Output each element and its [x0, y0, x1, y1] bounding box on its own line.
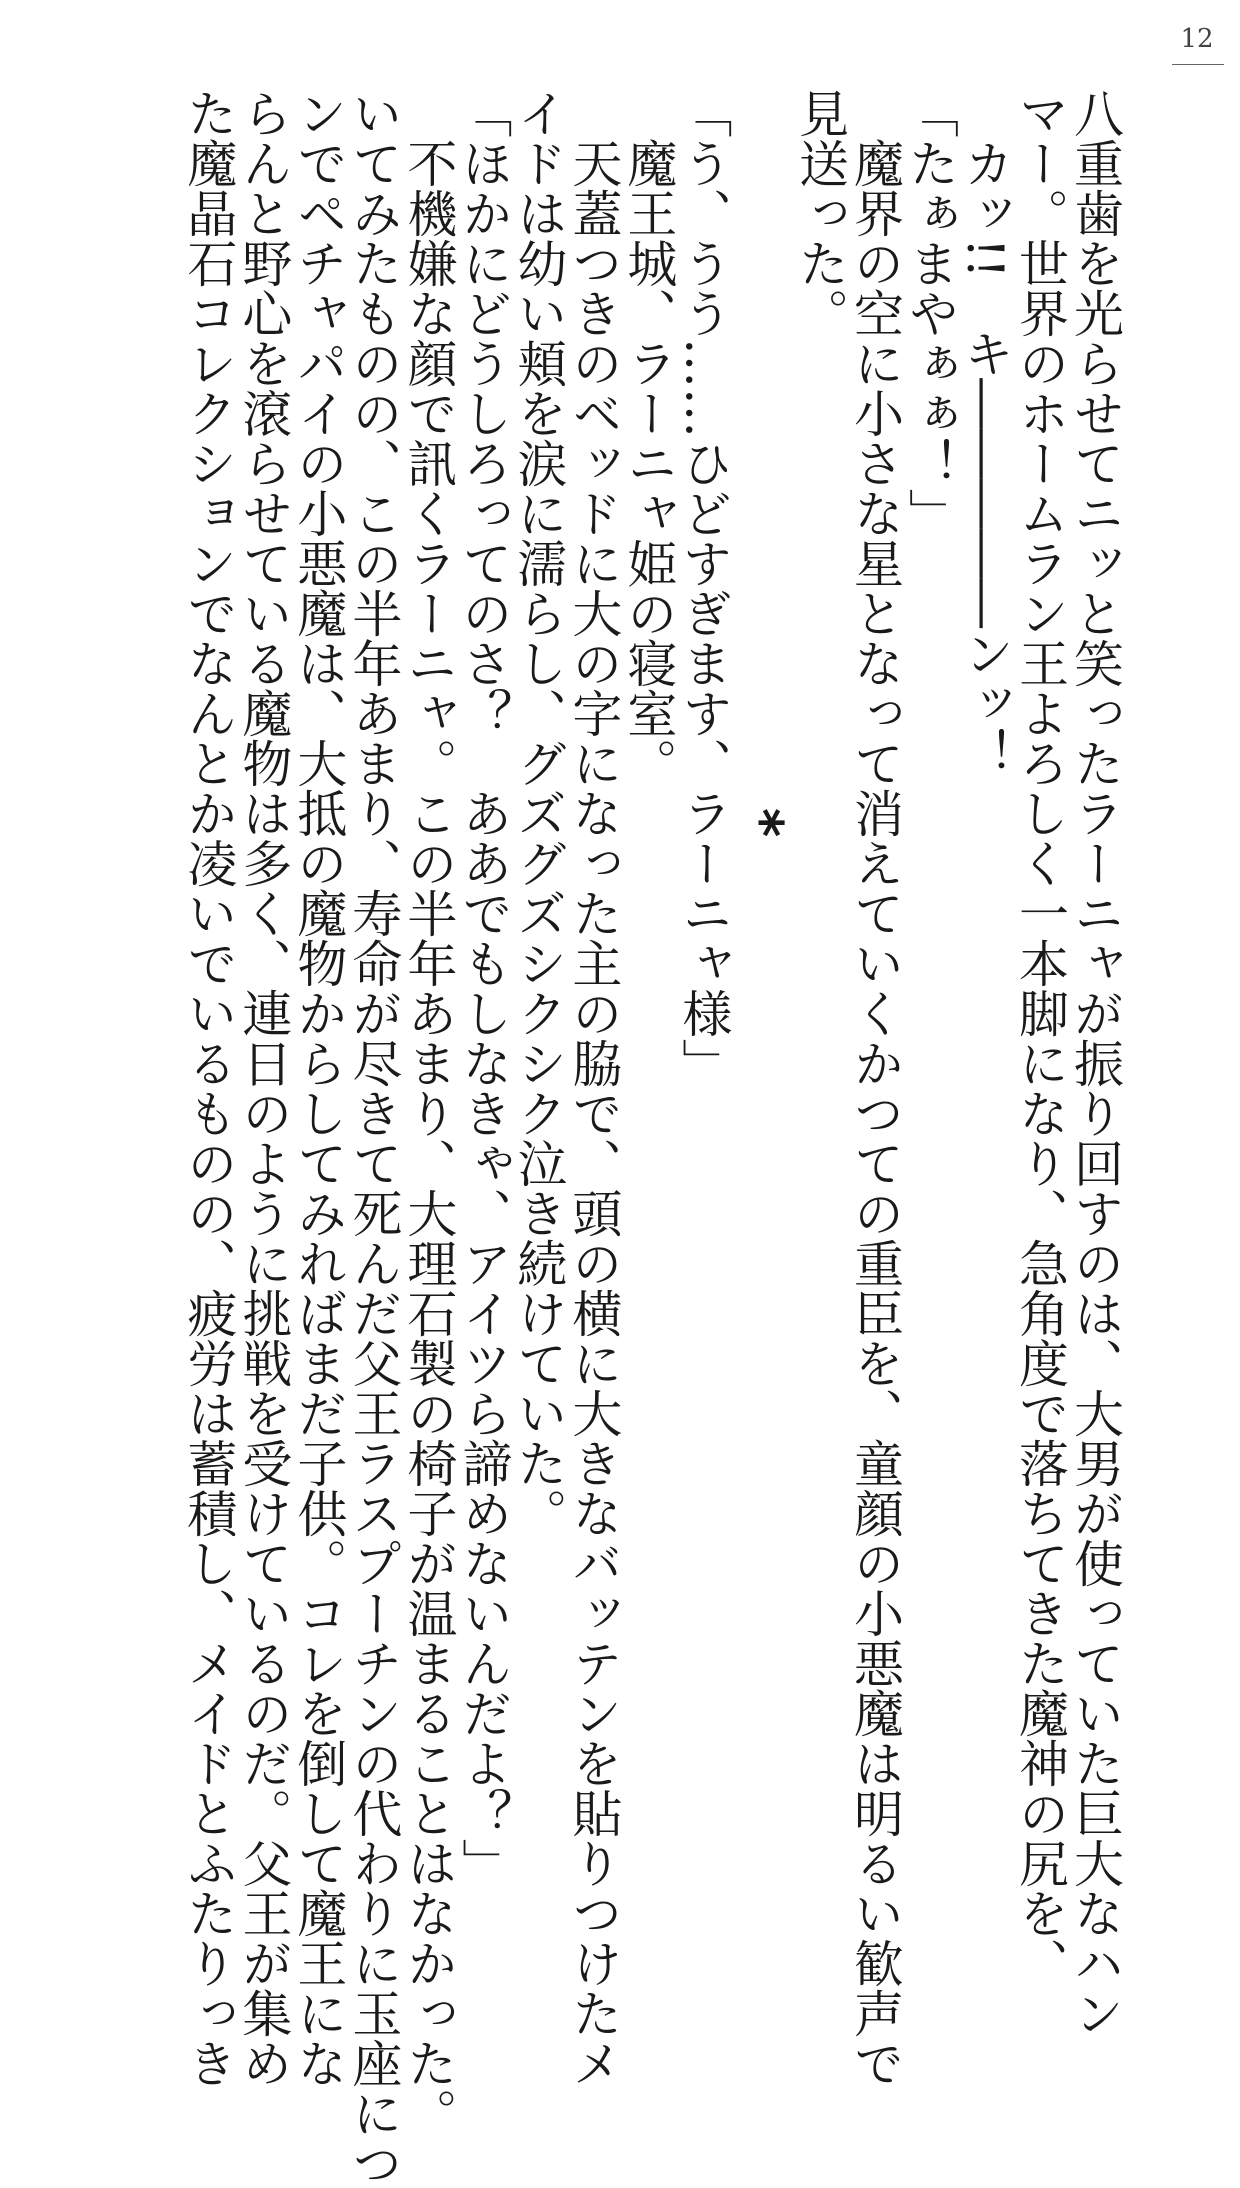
text-line: 「う、うう……ひどすぎます、ラーニャ様」 — [674, 88, 733, 1088]
text-line: 魔界の空に小さな星となって消えていくかつての重臣を、童顔の小悪魔は明るい歓声で — [846, 138, 904, 2088]
text-line: 魔王城、ラーニャ姫の寝室。 — [619, 138, 678, 788]
page-number: 12 — [1180, 24, 1214, 54]
text-line: 八重歯を光らせてニッと笑ったラーニャが振り回すのは、大男が使っていた巨大なハン — [1066, 88, 1124, 2038]
text-line: 見送った。 — [791, 88, 849, 338]
text-line: 「たぁまやぁぁ！」 — [901, 88, 959, 538]
text-line: 「ほかにどうしろってのさ？ ああでもしなきゃ、アイツら諦めないんだよ？」 — [454, 88, 513, 1888]
text-line: いてみたものの、この半年あまり、寿命が尽きて死んだ父王ラスプーチンの代わりに玉座につ — [344, 88, 403, 2188]
text-line: イドは幼い頬を涙に濡らし、グズグズシクシク泣き続けていた。 — [509, 88, 568, 1538]
body-text — [179, 88, 1124, 2188]
section-break-asterisk: * — [729, 808, 794, 838]
text-line: らんと野心を滾らせている魔物は多く、連日のように挑戦を受けているのだ。父王が集め — [234, 88, 293, 2088]
text-line: た魔晶石コレクションでなんとか凌いでいるものの、疲労は蓄積し、メイドとふたりっき — [179, 88, 238, 2088]
text-line: カッ!! キ―――――ンッ！ — [956, 138, 1014, 779]
page-number-rule — [1172, 64, 1224, 65]
text-line: 天蓋つきのベッドに大の字になった主の脇で、頭の横に大きなバッテンを貼りつけたメ — [564, 138, 623, 2088]
text-line: マー。世界のホームラン王よろしく一本脚になり、急角度で落ちてきた魔神の尻を、 — [1011, 88, 1069, 1988]
text-line: ンでペチャパイの小悪魔は、大抵の魔物からしてみればまだ子供。コレを倒して魔王にな — [289, 88, 348, 2088]
text-line: 不機嫌な顔で訊くラーニャ。この半年あまり、大理石製の椅子が温まることはなかった。 — [399, 138, 458, 2138]
